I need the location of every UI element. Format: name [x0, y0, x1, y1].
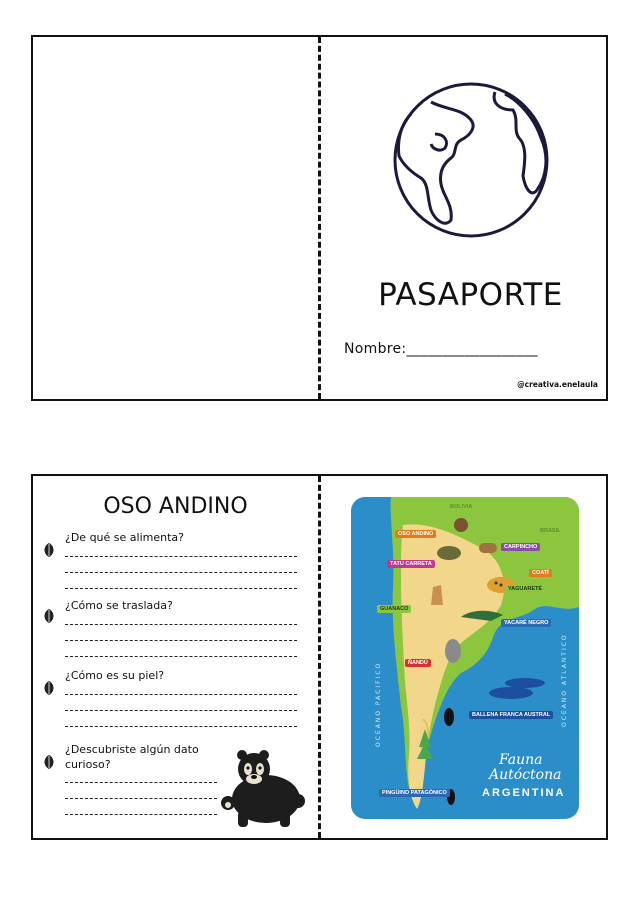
credit-text: @creativa.enelaula	[517, 380, 598, 389]
fauna-map-card	[351, 497, 579, 819]
map-title-line1: Fauna	[499, 752, 543, 768]
passport-cover-card	[31, 35, 608, 401]
answer-line[interactable]	[65, 726, 297, 727]
map-label: YAGUARETÉ	[505, 585, 545, 593]
question-text: ¿Descubriste algún dato curioso?	[65, 743, 199, 771]
answer-line[interactable]	[65, 694, 297, 695]
map-label: BOLIVIA	[450, 504, 473, 510]
passport-inside-card	[31, 474, 608, 840]
leaf-icon	[42, 754, 56, 770]
animal-title: OSO ANDINO	[103, 494, 248, 519]
map-label: TATU CARRETA	[387, 560, 435, 568]
map-label: BALLENA FRANCA AUSTRAL	[469, 711, 553, 719]
answer-line[interactable]	[65, 782, 217, 783]
answer-line[interactable]	[65, 556, 297, 557]
answer-line[interactable]	[65, 798, 217, 799]
map-label: GUANACO	[377, 605, 411, 613]
question-text: ¿De qué se alimenta?	[65, 531, 184, 544]
map-label: BRASIL	[540, 528, 561, 534]
fold-line	[318, 37, 321, 399]
leaf-icon	[42, 542, 56, 558]
ocean-label: OCEANO ATLANTICO	[561, 633, 568, 727]
leaf-icon	[42, 608, 56, 624]
answer-line[interactable]	[65, 624, 297, 625]
answer-line[interactable]	[65, 710, 297, 711]
map-title-line2: Autóctona	[489, 767, 562, 783]
map-label: CARPINCHO	[501, 543, 540, 551]
answer-line[interactable]	[65, 656, 297, 657]
map-title-line3: ARGENTINA	[482, 787, 566, 799]
name-field[interactable]: Nombre:__________________	[344, 341, 538, 357]
map-label: YACARÉ NEGRO	[501, 619, 551, 627]
answer-line[interactable]	[65, 588, 297, 589]
answer-line[interactable]	[65, 572, 297, 573]
map-label: ÑANDÚ	[405, 659, 431, 667]
fold-line	[318, 476, 321, 838]
globe-icon	[391, 80, 551, 240]
andean-bear-illustration	[218, 741, 308, 831]
answer-line[interactable]	[65, 814, 217, 815]
passport-title: PASAPORTE	[378, 277, 563, 313]
answer-line[interactable]	[65, 640, 297, 641]
ocean-label: OCEANO PACIFICO	[375, 661, 382, 747]
map-label: PINGÜINO PATAGÓNICO	[379, 789, 450, 797]
map-label: OSO ANDINO	[395, 530, 436, 538]
question-text: ¿Cómo es su piel?	[65, 669, 165, 682]
question-text: ¿Cómo se traslada?	[65, 599, 173, 612]
leaf-icon	[42, 680, 56, 696]
map-label: COATÍ	[529, 569, 552, 577]
